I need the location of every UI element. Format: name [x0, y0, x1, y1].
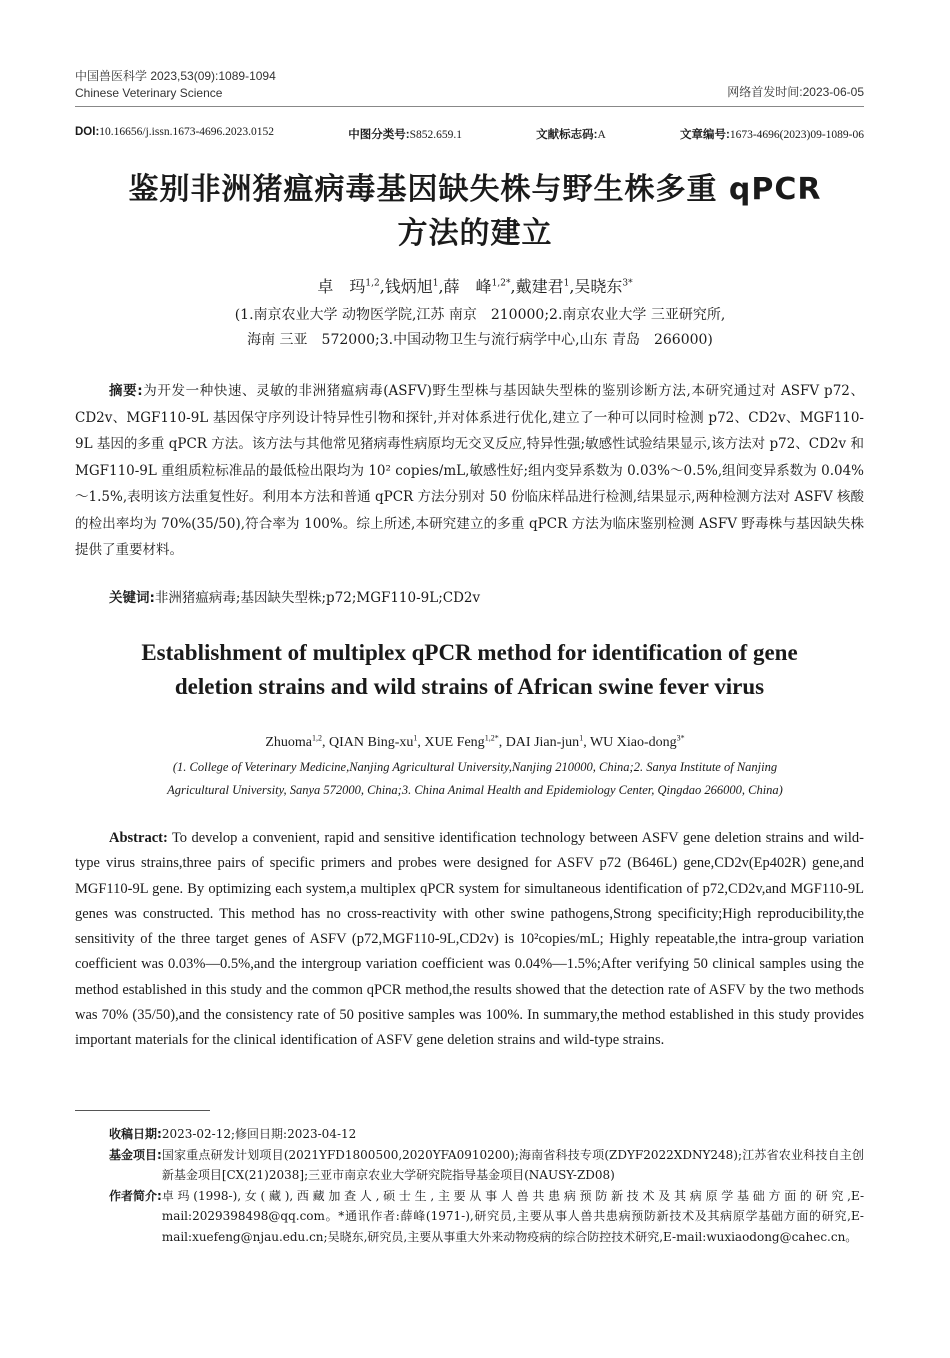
title-cn	[60, 168, 890, 256]
abstract-en-text: To develop a convenient, rapid and sensitive identification technology between ASFV gene deletion strains and wild-type virus strains,three pairs of specific primers and probes were designed for ASFV p72 (B646L) gene,CD2v(Ep402R) gene,and MGF110-9L gene. By optimizing each system,a multiplex qPCR system for simultaneous identification of p72,CD2v,and MGF110-9L genes was constructed. This method has no cross-reactivity with other swine pathogens,Strong specificity;High reproducibility,the sensitivity of the three target genes of ASFV (p72,MGF110-9L,CD2v) is 10²copies/mL; Highly repeatable,the intra-group variation coefficient was 0.03%—0.5%,and the intergroup variation coefficient was 0.04%—1.5%;After verifying 50 clinical samples using the method established in this study and the common qPCR method,the results showed that the detection rate of ASFV by the two methods was 70% (35/50),and the consistency rate of 50 positive samples was 100%. In summary,the method established in this study provides important materials for the clinical identification of ASFV gene deletion strains and wild-type strains.	[75, 830, 864, 1049]
abstract-cn-text: 为开发一种快速、灵敏的非洲猪瘟病毒(ASFV)野生型株与基因缺失型株的鉴别诊断方法,本研究通过对 ASFV p72、CD2v、MGF110-9L 基因保守序列设计特异性引物和探针,并对体系进行优化,建立了一种可以同时检测 p72、CD2v、MGF110-9L 基因的多重 qPCR 方法。该方法与其他常见猪病毒性病原均无交叉反应,特异性强;敏感性试验结果显示,该方法对 p72、CD2v 和 MGF110-9L 重组质粒标准品的最低检出限均为 10² copies/mL,敏感性好;组内变异系数为 0.03%～0.5%,组间变异系数为 0.04%～1.5%,表明该方法重复性好。利用本方法和普通 qPCR 方法分别对 50 份临床样品进行检测,结果显示,两种检测方法对 ASFV 核酸的检出率均为 70%(35/50),符合率为 100%。综上所述,本研究建立的多重 qPCR 方法为临床鉴别检测 ASFV 野毒株与基因缺失株提供了重要材料。	[75, 383, 864, 558]
publish-time: 网络首发时间:2023-06-05	[727, 85, 864, 99]
journal-name-cn: 中国兽医科学 2023,53(09):1089-1094	[75, 69, 276, 83]
footnote-divider	[75, 1110, 210, 1111]
affiliations-en	[100, 756, 850, 802]
author-en-2: XUE Feng$^{1,2*}$,	[424, 733, 506, 750]
journal-name-en: Chinese Veterinary Science	[75, 86, 223, 100]
abstract-cn-label: 摘要:	[109, 383, 143, 399]
author-cn-0: 卓 玛$^{1,2}$,	[317, 277, 385, 296]
author-cn-2: 薛 峰$^{1,2*}$,	[443, 277, 516, 296]
journal-header	[75, 68, 276, 102]
header-divider	[75, 106, 864, 107]
title-cn-line2: 方法的建立	[397, 216, 553, 251]
footnotes	[109, 1124, 864, 1247]
footnote-funding: 基金项目: 国家重点研发计划项目(2021YFD1800500,2020YFA0910200);海南省科技专项(ZDYF2022XDNY248);江苏省农业科技自主创新基金项目[CX(21)2038];三亚市南京农业大学研究院指导基金项目(NAUSY-ZD08)	[109, 1147, 864, 1182]
author-cn-4: 吴晓东$^{3*}$	[574, 277, 633, 296]
keywords-cn	[109, 586, 864, 606]
affiliation-en-line2: Agricultural University, Sanya 572000, China;3. China Animal Health and Epidemiology Center, Qingdao 266000, China)	[167, 783, 783, 797]
author-cn-1: 钱炳旭$^1$,	[384, 277, 444, 296]
title-cn-line1: 鉴别非洲猪瘟病毒基因缺失株与野生株多重 qPCR	[128, 172, 822, 207]
author-cn-3: 戴建君$^1$,	[515, 277, 575, 296]
author-en-1: QIAN Bing-$xu^1$,	[329, 733, 425, 750]
title-en-line2: deletion strains and wild strains of African swine fever virus	[174, 674, 765, 699]
abstract-en	[75, 826, 864, 1054]
keywords-cn-label: 关键词:	[109, 590, 155, 606]
article-number-block: 文章编号:1673-4696(2023)09-1089-06	[680, 129, 864, 141]
doi-block: DOI:10.16656/j.issn.1673-4696.2023.0152	[75, 126, 275, 138]
title-en-line1: Establishment of multiplex qPCR method for identification of gene	[141, 640, 798, 665]
affiliation-cn-line1: (1.南京农业大学 动物医学院,江苏 南京 210000;2.南京农业大学 三亚研究所,	[234, 307, 726, 323]
author-en-3: DAI Jian-jun$^1$,	[505, 733, 590, 750]
authors-en	[60, 733, 890, 751]
abstract-cn	[75, 378, 864, 564]
footnote-author-bio: 作者简介: 卓玛(1998-),女(藏),西藏加查人,硕士生,主要从事人兽共患病预防新技术及其病原学基础方面的研究,E-mail:2029398498@qq.com。*通讯作者:薛峰(1971-),研究员,主要从事人兽共患病预防新技术及其病原学基础方面的研究,E-mail:xuefeng@njau.edu.cn;吴晓东,研究员,主要从事重大外来动物疫病的综合防控技术研究,E-mail:wuxiaodong@cahec.cn。	[109, 1188, 864, 1244]
author-en-0: Zhuoma$^{1,2}$,	[265, 733, 330, 750]
authors-cn	[60, 274, 890, 297]
doccode-value: A	[597, 129, 606, 141]
article-number-value: 1673-4696(2023)09-1089-06	[729, 129, 864, 141]
footnote-received: 收稿日期: 2023-02-12;修回日期:2023-04-12	[109, 1127, 357, 1141]
title-en	[75, 636, 864, 704]
affiliation-en-line1: (1. College of Veterinary Medicine,Nanjing Agricultural University,Nanjing 210000, China;2. Sanya Institute of Nanjing	[172, 760, 778, 774]
author-en-4: WU Xiao-dong$^{3*}$	[589, 733, 685, 750]
abstract-en-label: Abstract:	[109, 830, 168, 846]
clc-value: S852.659.1	[409, 129, 462, 141]
affiliation-cn-line2: 海南 三亚 572000;3.中国动物卫生与流行病学中心,山东 青岛 266000)	[247, 332, 713, 348]
affiliations-cn	[110, 303, 850, 353]
keywords-cn-text: 非洲猪瘟病毒;基因缺失型株;p72;MGF110-9L;CD2v	[154, 590, 481, 606]
doccode-block: 文献标志码:A	[536, 129, 606, 141]
doi-value: 10.16656/j.issn.1673-4696.2023.0152	[99, 126, 275, 138]
clc-block: 中图分类号:S852.659.1	[348, 129, 462, 141]
article-meta-line	[75, 126, 864, 142]
